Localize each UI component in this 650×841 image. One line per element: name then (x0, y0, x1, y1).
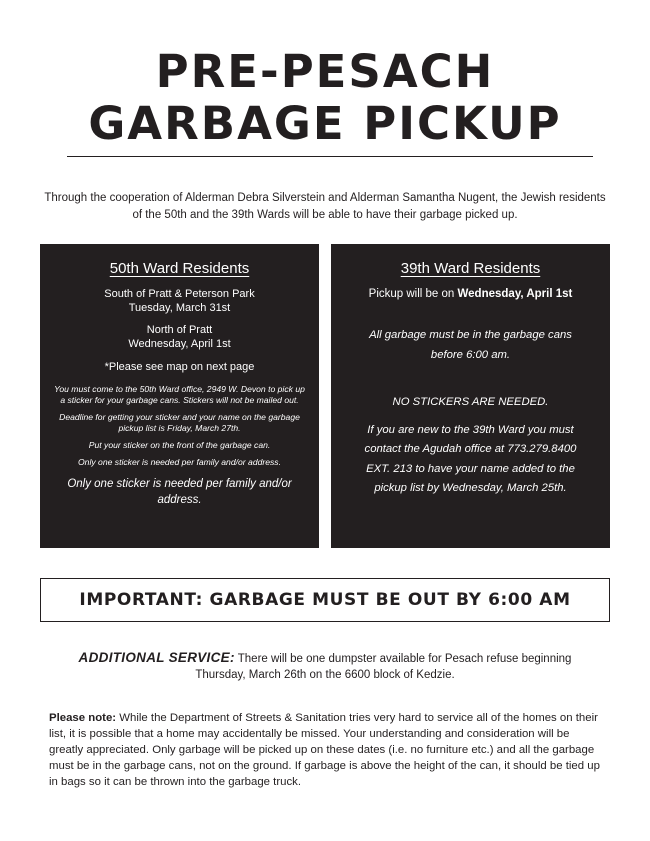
ward-50-panel (40, 244, 319, 548)
ward-50-instruction-one-sticker-emphasis: Only one sticker is needed per family and/or address. (67, 478, 292, 506)
additional-service (60, 650, 590, 683)
ward-39-pickup-prefix: Pickup will be on (368, 288, 458, 300)
page-title (0, 46, 650, 150)
ward-39-heading: 39th Ward Residents (400, 260, 541, 277)
ward-50-area-2-date: Wednesday, April 1st (128, 338, 231, 350)
ward-50-area-2-location: North of Pratt (146, 324, 213, 336)
ward-39-panel (331, 244, 610, 548)
ward-39-new-residents: If you are new to the 39th Ward you must contact the Agudah office at 773.279.8400 EXT. 213 to have your name added to the pickup list by Wednesday, March 25th. (364, 423, 577, 494)
ward-50-area-2 (40, 323, 319, 351)
please-note-lead: Please note: (49, 712, 117, 724)
additional-service-text: There will be one dumpster available for Pesach refuse beginning Thursday, March 26th on the 6600 block of Kedzie. (195, 653, 572, 681)
ward-50-instruction-placement: Put your sticker on the front of the garbage can. (88, 440, 271, 450)
title-line-2: GARBAGE PICKUP (88, 97, 562, 150)
ward-50-instruction-one-sticker: Only one sticker is needed per family and/or address. (77, 457, 281, 467)
ward-39-no-stickers: NO STICKERS ARE NEEDED. (392, 396, 549, 408)
ward-50-instruction-office: You must come to the 50th Ward office, 2949 W. Devon to pick up a sticker for your garbage cans. Stickers will not be mailed out. (54, 384, 305, 405)
ward-50-area-1 (40, 287, 319, 315)
ward-50-map-note: *Please see map on next page (104, 361, 255, 373)
ward-39-pickup-date: Wednesday, April 1st (457, 288, 573, 300)
please-note (49, 710, 604, 790)
ward-39-pickup-info (331, 288, 610, 300)
important-banner: IMPORTANT: GARBAGE MUST BE OUT BY 6:00 AM (40, 578, 610, 622)
additional-service-lead: ADDITIONAL SERVICE: (78, 650, 235, 665)
ward-50-area-1-date: Tuesday, March 31st (128, 302, 231, 314)
ward-50-area-1-location: South of Pratt & Peterson Park (104, 288, 255, 300)
title-divider (67, 156, 593, 157)
title-line-1: PRE-PESACH (155, 45, 495, 98)
ward-50-instruction-deadline: Deadline for getting your sticker and your name on the garbage pickup list is Friday, March 27th. (59, 412, 300, 433)
ward-50-heading: 50th Ward Residents (109, 260, 250, 277)
intro-paragraph: Through the cooperation of Alderman Debra Silverstein and Alderman Samantha Nugent, the Jewish residents of the 50th and the 39th Wards will be able to have their garbage picked up. (44, 192, 606, 221)
ward-39-garbage-rule: All garbage must be in the garbage cans before 6:00 am. (369, 329, 572, 361)
please-note-text: While the Department of Streets & Sanitation tries very hard to service all of the homes on their list, it is possible that a home may accidentally be missed. Your understanding and consideration will be greatly appreciated. Only garbage will be picked up on these dates (i.e. no furniture etc.) and all the garbage must be in the garbage cans, not on the ground. If garbage is above the height of the can, it should be tied up in bags so it can be thrown into the garbage truck. (49, 712, 600, 788)
